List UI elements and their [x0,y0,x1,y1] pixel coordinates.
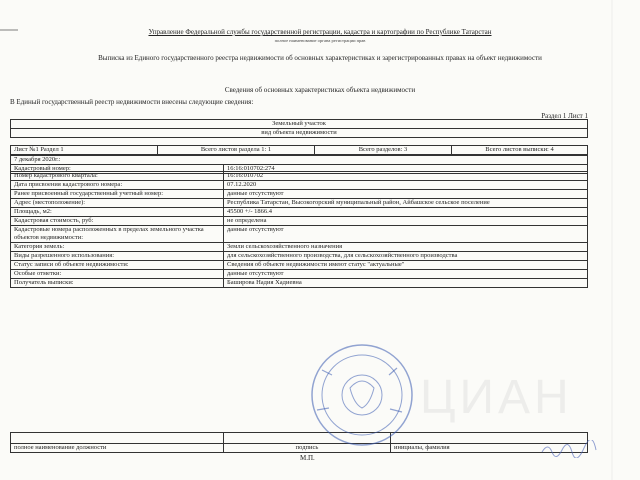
row-value: не определена [224,217,588,226]
agency-caption: полное наименование органа регистрации прав [274,38,366,43]
row-value: данные отсутствуют [224,270,588,279]
row-label: Кадастровая стоимость, руб: [11,217,224,226]
cadastral-number-value: 16:16:010702:274 [224,165,588,174]
row-label: Ранее присвоенный государственный учетный номер: [11,190,224,199]
row-label: Площадь, м2: [11,208,224,217]
row-value: для сельскохозяйственного производства, для сельскохозяйственного производства [224,252,588,261]
extract-title: Выписка из Единого государственного реестра недвижимости об основных характеристиках и зарегистрированных правах на объект недвижимости [98,54,542,62]
row-value: 45500 +/- 1866.4 [224,208,588,217]
agency-name: Управление Федеральной службы государственной регистрации, кадастра и картографии по Республике Татарстан [148,28,492,36]
row-value: данные отсутствуют [224,190,588,199]
razdel-label: Раздел 1 Лист 1 [541,112,588,120]
extract-date: 7 декабря 2020г.: [11,156,588,165]
row-label: Виды разрешенного использования: [11,252,224,261]
row-value: данные отсутствуют [224,226,588,243]
row-value: Республика Татарстан, Высокогорский муниципальный район, Айбашское сельское поселение [224,199,588,208]
name-caption: инициалы, фамилия [391,444,588,453]
row-value: 16:16:010702 [224,172,588,181]
row-value: Сведения об объекте недвижимости имеют статус "актуальные" [224,261,588,270]
watermark: ЦИАН [420,371,573,424]
row-value: Баширова Надия Хадиевна [224,279,588,288]
row-label: Кадастровые номера расположенных в пределах земельного участка объектов недвижимости: [11,226,224,243]
row-label: Получатель выписки: [11,279,224,288]
mp-label: М.П. [300,454,315,462]
row-value: 07.12.2020 [224,181,588,190]
row-label: Статус записи об объекте недвижимости: [11,261,224,270]
total-extract-sheets: Всего листов выписки: 4 [452,146,588,155]
row-value: Земли сельскохозяйственного назначения [224,243,588,252]
row-label: Особые отметки: [11,270,224,279]
total-sections: Всего разделов: 3 [315,146,452,155]
total-section-sheets: Всего листов раздела 1: 1 [158,146,315,155]
row-label: Адрес (местоположение): [11,199,224,208]
section-title: Сведения об основных характеристиках объекта недвижимости [224,86,416,94]
position-caption: полное наименование должности [11,444,224,453]
row-label: Дата присвоения кадастрового номера: [11,181,224,190]
intro-text: В Единый государственный реестр недвижимости внесены следующие сведения: [10,98,254,106]
row-label: Категория земель: [11,243,224,252]
sheet-number: Лист №1 Раздел 1 [11,146,158,155]
cadastral-number-label: Кадастровый номер: [11,165,224,174]
row-label: Номер кадастрового квартала: [11,172,224,181]
sign-caption: подпись [224,444,391,453]
object-type-caption: вид объекта недвижимости [11,129,588,138]
object-type-value: Земельный участок [11,120,588,129]
